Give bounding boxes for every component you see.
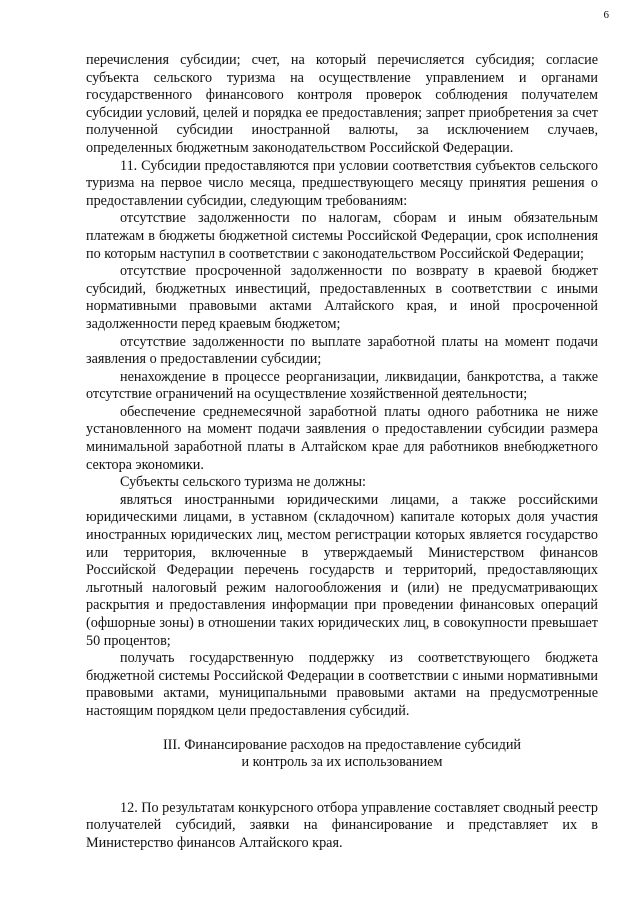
paragraph: являться иностранными юридическими лицами, а также российскими юридическими лицами, в уставном (складочном) капитале которых доля участия иностранных юридических лиц, местом регистрации которых является государство или территория, включенные в утверждаемый Министерством финансов Российской Федерации перечень государств и территорий, предоставляющих льготный налоговый режим налогообложения и (или) не предусматривающих раскрытия и предоставления информации при проведении финансовых операций (офшорные зоны) в отношении таких юридических лиц, в совокупности превышает 50 процентов; xyxy=(86,491,598,649)
document-body xyxy=(86,52,598,853)
paragraph: отсутствие просроченной задолженности по возврату в краевой бюджет субсидий, бюджетных инвестиций, предоставленных в соответствии с иными нормативными правовыми актами Алтайского края, и иной просроченной задолженности перед краевым бюджетом; xyxy=(86,263,598,332)
paragraph: обеспечение среднемесячной заработной платы одного работника не ниже установленного на момент подачи заявления о предоставлении субсидии размера минимальной заработной платы в Алтайском крае для работников внебюджетного сектора экономики. xyxy=(86,403,598,473)
paragraph: отсутствие задолженности по налогам, сборам и иным обязательным платежам в бюджеты бюджетной системы Российской Федерации, срок исполнения по которым наступил в соответствии с законодательством Российской Федерации; xyxy=(86,210,598,262)
paragraph: отсутствие задолженности по выплате заработной платы на момент подачи заявления о предоставлении субсидии; xyxy=(86,333,598,368)
paragraph: получать государственную поддержку из соответствующего бюджета бюджетной системы Российской Федерации в соответствии с иными нормативными правовыми актами, муниципальными правовыми актами на предусмотренные настоящим порядком цели предоставления субсидий. xyxy=(86,650,598,719)
paragraph: ненахождение в процессе реорганизации, ликвидации, банкротства, а также отсутствие ограничений на осуществление хозяйственной деятельности; xyxy=(86,368,598,403)
section-heading xyxy=(86,737,598,772)
paragraph: Субъекты сельского туризма не должны: xyxy=(120,474,366,491)
paragraph: перечисления субсидии; счет, на который перечисляется субсидия; согласие субъекта сельского туризма на осуществление управлением и органами государственного финансового контроля проверок соблюдения получателем субсидии условий, целей и порядка ее предоставления; запрет приобретения за счет полученной субсидии иностранной валюты, за исключением случаев, определенных бюджетным законодательством Российской Федерации. xyxy=(86,52,598,156)
page-number: 6 xyxy=(603,9,609,21)
section-heading-line1: III. Финансирование расходов на предоставление субсидий xyxy=(162,736,522,753)
paragraph: 12. По результатам конкурсного отбора управление составляет сводный реестр получателей субсидий, заявки на финансирование и представляет их в Министерство финансов Алтайского края. xyxy=(86,799,598,851)
section-heading-line2: и контроль за их использованием xyxy=(241,754,443,771)
paragraph: 11. Субсидии предоставляются при условии соответствия субъектов сельского туризма на первое число месяца, предшествующего месяцу принятия решения о предоставлении субсидии, следующим требованиям: xyxy=(86,157,598,209)
